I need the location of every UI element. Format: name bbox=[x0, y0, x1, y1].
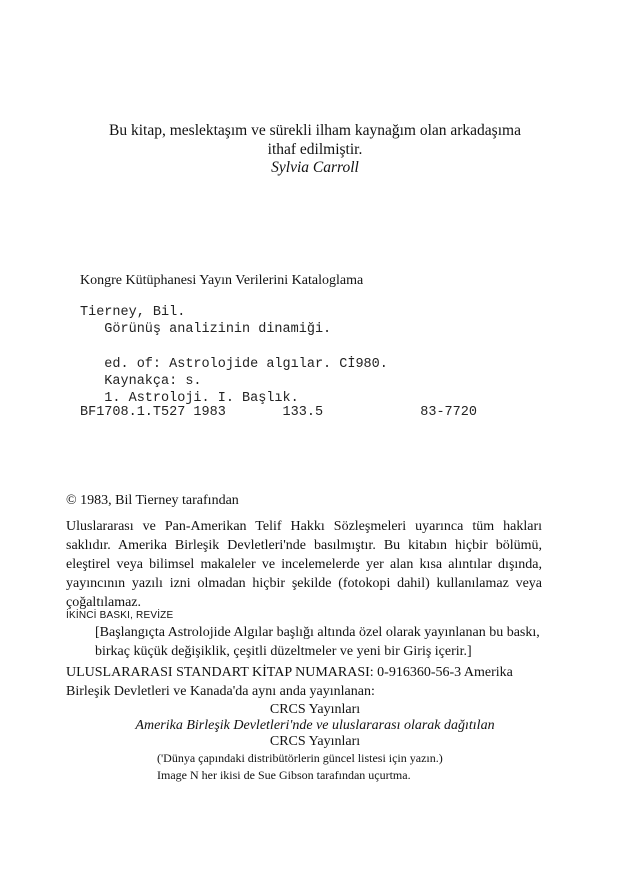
dedication-author: Sylvia Carroll bbox=[271, 159, 359, 176]
copyright-notice: © 1983, Bil Tierney tarafından bbox=[66, 493, 239, 508]
cip-title: Kongre Kütüphanesi Yayın Verilerini Kataloglama bbox=[80, 273, 364, 288]
image-credit: Image N her ikisi de Sue Gibson tarafından uçurtma. bbox=[157, 768, 411, 782]
rights-paragraph: Uluslararası ve Pan-Amerikan Telif Hakkı Sözleşmeleri uyarınca tüm hakları saklıdır. Amerika Birleşik Devletleri'nde basılmıştır. Bu kitabın hiçbir bölümü, eleştirel veya bilimsel makaleler ve incelemelerde yer alan kısa alıntılar dışında, yayıncının yazılı izni olmadan hiçbir şekilde (fotokopi dahil) kullanılamaz veya çoğaltılamaz. bbox=[66, 519, 542, 610]
edition-label: İKİNCİ BASKI, REVİZE bbox=[66, 610, 174, 621]
cip-bibliography-line: Kaynakça: s. bbox=[80, 374, 202, 389]
dedication-line-2: ithaf edilmiştir. bbox=[267, 141, 363, 158]
publisher-name-2: CRCS Yayınları bbox=[269, 734, 361, 749]
cip-author-line: Tierney, Bil. bbox=[80, 305, 186, 320]
cip-subjects-line: 1. Astroloji. I. Başlık. bbox=[80, 391, 299, 406]
publisher-name-1: CRCS Yayınları bbox=[269, 702, 361, 717]
isbn-paragraph: ULUSLARARASI STANDART KİTAP NUMARASI: 0-916360-56-3 Amerika Birleşik Devletleri ve Kanada'da aynı anda yayınlanan: bbox=[66, 665, 513, 699]
distribution-statement: Amerika Birleşik Devletleri'nde ve uluslararası olarak dağıtılan bbox=[135, 718, 495, 733]
dedication-line-1: Bu kitap, meslektaşım ve sürekli ilham kaynağım olan arkadaşıma bbox=[109, 122, 521, 139]
cip-edition-of-line: ed. of: Astrolojide algılar. Cİ980. bbox=[80, 357, 388, 372]
cip-book-title-line: Görünüş analizinin dinamiği. bbox=[80, 322, 332, 337]
cip-classification-line: BF1708.1.T527 1983 133.5 83-7720 bbox=[80, 405, 477, 420]
edition-note: [Başlangıçta Astrolojide Algılar başlığı altında özel olarak yayınlanan bu baskı, birkaç küçük değişiklik, çeşitli düzeltmeler ve yeni bir Giriş içerir.] bbox=[95, 625, 540, 659]
distributors-note: ('Dünya çapındaki distribütörlerin güncel listesi için yazın.) bbox=[157, 751, 443, 765]
